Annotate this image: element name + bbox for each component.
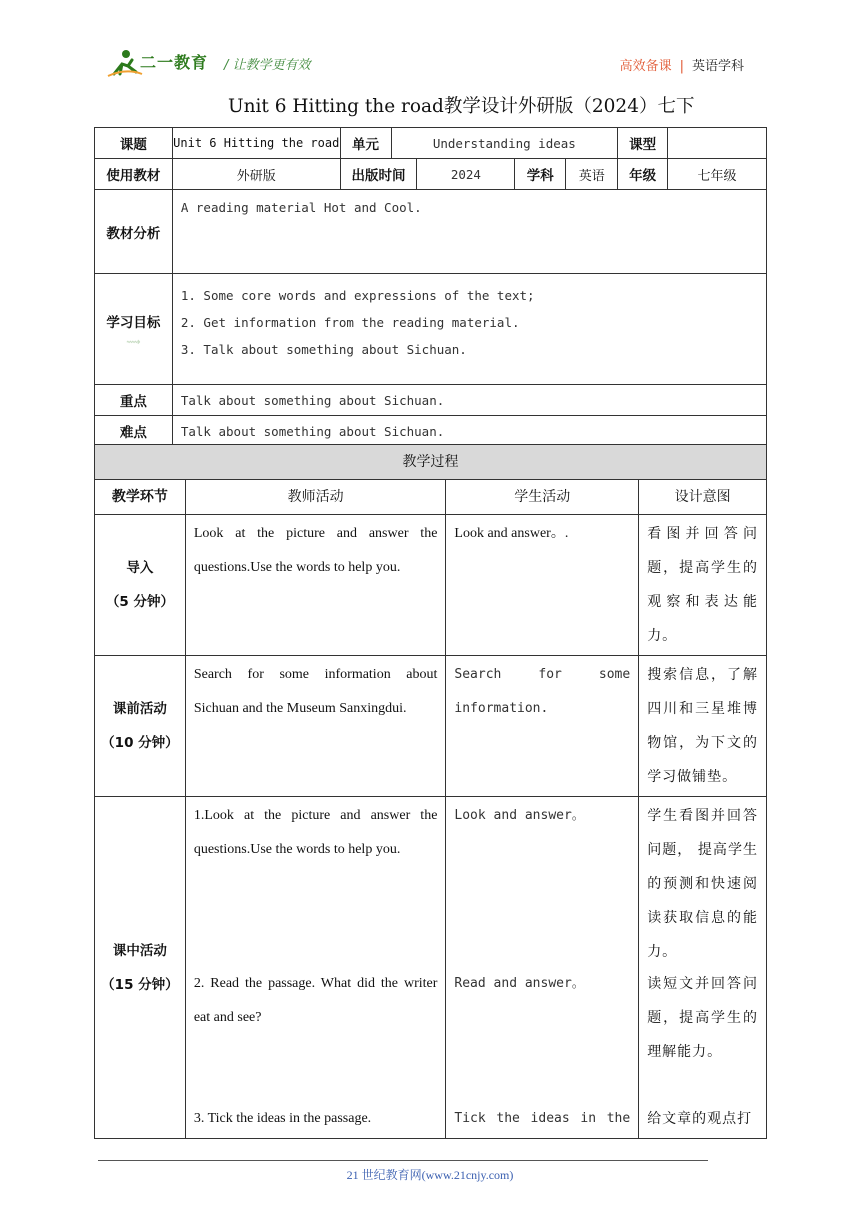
unit-label: 单元: [340, 128, 391, 159]
stage-cell: [95, 656, 186, 797]
intent-step-3: 给文章的观点打: [647, 1111, 753, 1127]
col-header-stage: 教学环节: [95, 480, 186, 515]
teacher-step-2: 2. Read the passage. What did the writer eat and see?: [193, 976, 438, 1025]
grade-value: 七年级: [668, 159, 767, 190]
goals-label: [95, 274, 173, 385]
subject-label: 学科: [515, 159, 566, 190]
page-header: [100, 46, 770, 80]
logo-text: 二一教育: [140, 53, 209, 72]
teacher-activity: [185, 797, 446, 1139]
textbook-value: 外研版: [172, 159, 340, 190]
difficulty-label: 难点: [95, 416, 173, 447]
student-step-1: Look and answer。: [454, 808, 585, 823]
design-intent: 搜索信息，了解四川和三星堆博物馆，为下文的学习做铺垫。: [639, 656, 767, 797]
textbook-label: 使用教材: [95, 159, 173, 190]
document-title: Unit 6 Hitting the road教学设计外研版（2024）七下: [228, 96, 695, 117]
goal-item: 1. Some core words and expressions of the text;: [180, 288, 535, 303]
student-activity: Look and answer。.: [446, 515, 639, 656]
col-header-intent: 设计意图: [639, 480, 767, 515]
type-label: 课型: [618, 128, 668, 159]
stage-name: 导入: [126, 560, 154, 576]
student-activity: [446, 797, 639, 1139]
grade-label: 年级: [618, 159, 668, 190]
process-title: 教学过程: [95, 445, 767, 480]
student-activity: Search for some information.: [446, 656, 639, 797]
difficulty-value: Talk about something about Sichuan.: [172, 416, 766, 447]
teacher-activity: Look at the picture and answer the questions.Use the words to help you.: [185, 515, 446, 656]
stage-time: （5 分钟）: [105, 594, 174, 610]
subject-value: 英语: [566, 159, 618, 190]
teacher-step-1: 1.Look at the picture and answer the questions.Use the words to help you.: [193, 808, 438, 857]
table-row: [95, 797, 767, 1139]
key-label: 重点: [95, 385, 173, 416]
teacher-step-3: 3. Tick the ideas in the passage.: [193, 1111, 372, 1126]
watermark-logo: ⟿: [126, 336, 141, 348]
stage-time: （10 分钟）: [101, 735, 179, 751]
info-table: [94, 127, 767, 447]
col-header-teacher: 教师活动: [185, 480, 446, 515]
student-step-3: Tick the ideas in the: [454, 1111, 631, 1126]
header-tag-prep: 高效备课: [619, 59, 672, 74]
topic-value: Unit 6 Hitting the road: [172, 128, 340, 159]
header-tag-subject: 英语学科: [691, 59, 744, 74]
stage-cell: [95, 797, 186, 1139]
table-row: [95, 656, 767, 797]
intent-step-2: 读短文并回答问题，提高学生的理解能力。: [647, 976, 758, 1060]
topic-label: 课题: [95, 128, 173, 159]
footer-text: 21 世纪教育网(www.21cnjy.com): [346, 1168, 514, 1182]
stage-name: 课中活动: [112, 942, 167, 959]
goal-item: 3. Talk about something about Sichuan.: [180, 342, 467, 357]
stage-cell: [95, 515, 186, 656]
goals-list: [172, 274, 766, 385]
process-table: [94, 444, 767, 1139]
pub-label: 出版时间: [340, 159, 417, 190]
student-step-2: Read and answer。: [454, 976, 585, 991]
intent-step-1: 学生看图并回答问题， 提高学生的预测和快速阅读获取信息的能力。: [647, 808, 758, 960]
design-intent: 看图并回答问题，提高学生的观察和表达能力。: [639, 515, 767, 656]
analysis-label: 教材分析: [95, 190, 173, 274]
col-header-student: 学生活动: [446, 480, 639, 515]
design-intent: [639, 797, 767, 1139]
teacher-activity: Search for some information about Sichuan and the Museum Sanxingdui.: [185, 656, 446, 797]
header-separator: |: [679, 59, 684, 74]
key-value: Talk about something about Sichuan.: [172, 385, 766, 416]
stage-time: （15 分钟）: [101, 976, 179, 993]
pub-value: 2024: [417, 159, 515, 190]
unit-value: Understanding ideas: [391, 128, 618, 159]
slogan: / 让教学更有效: [224, 58, 311, 73]
type-value: [668, 128, 767, 159]
header-right: [620, 55, 744, 74]
analysis-value: A reading material Hot and Cool.: [172, 190, 766, 274]
footer-divider: [98, 1160, 708, 1161]
table-row: [95, 515, 767, 656]
stage-name: 课前活动: [112, 701, 167, 717]
goals-label-text: 学习目标: [106, 314, 161, 331]
goal-item: 2. Get information from the reading material.: [180, 315, 520, 330]
